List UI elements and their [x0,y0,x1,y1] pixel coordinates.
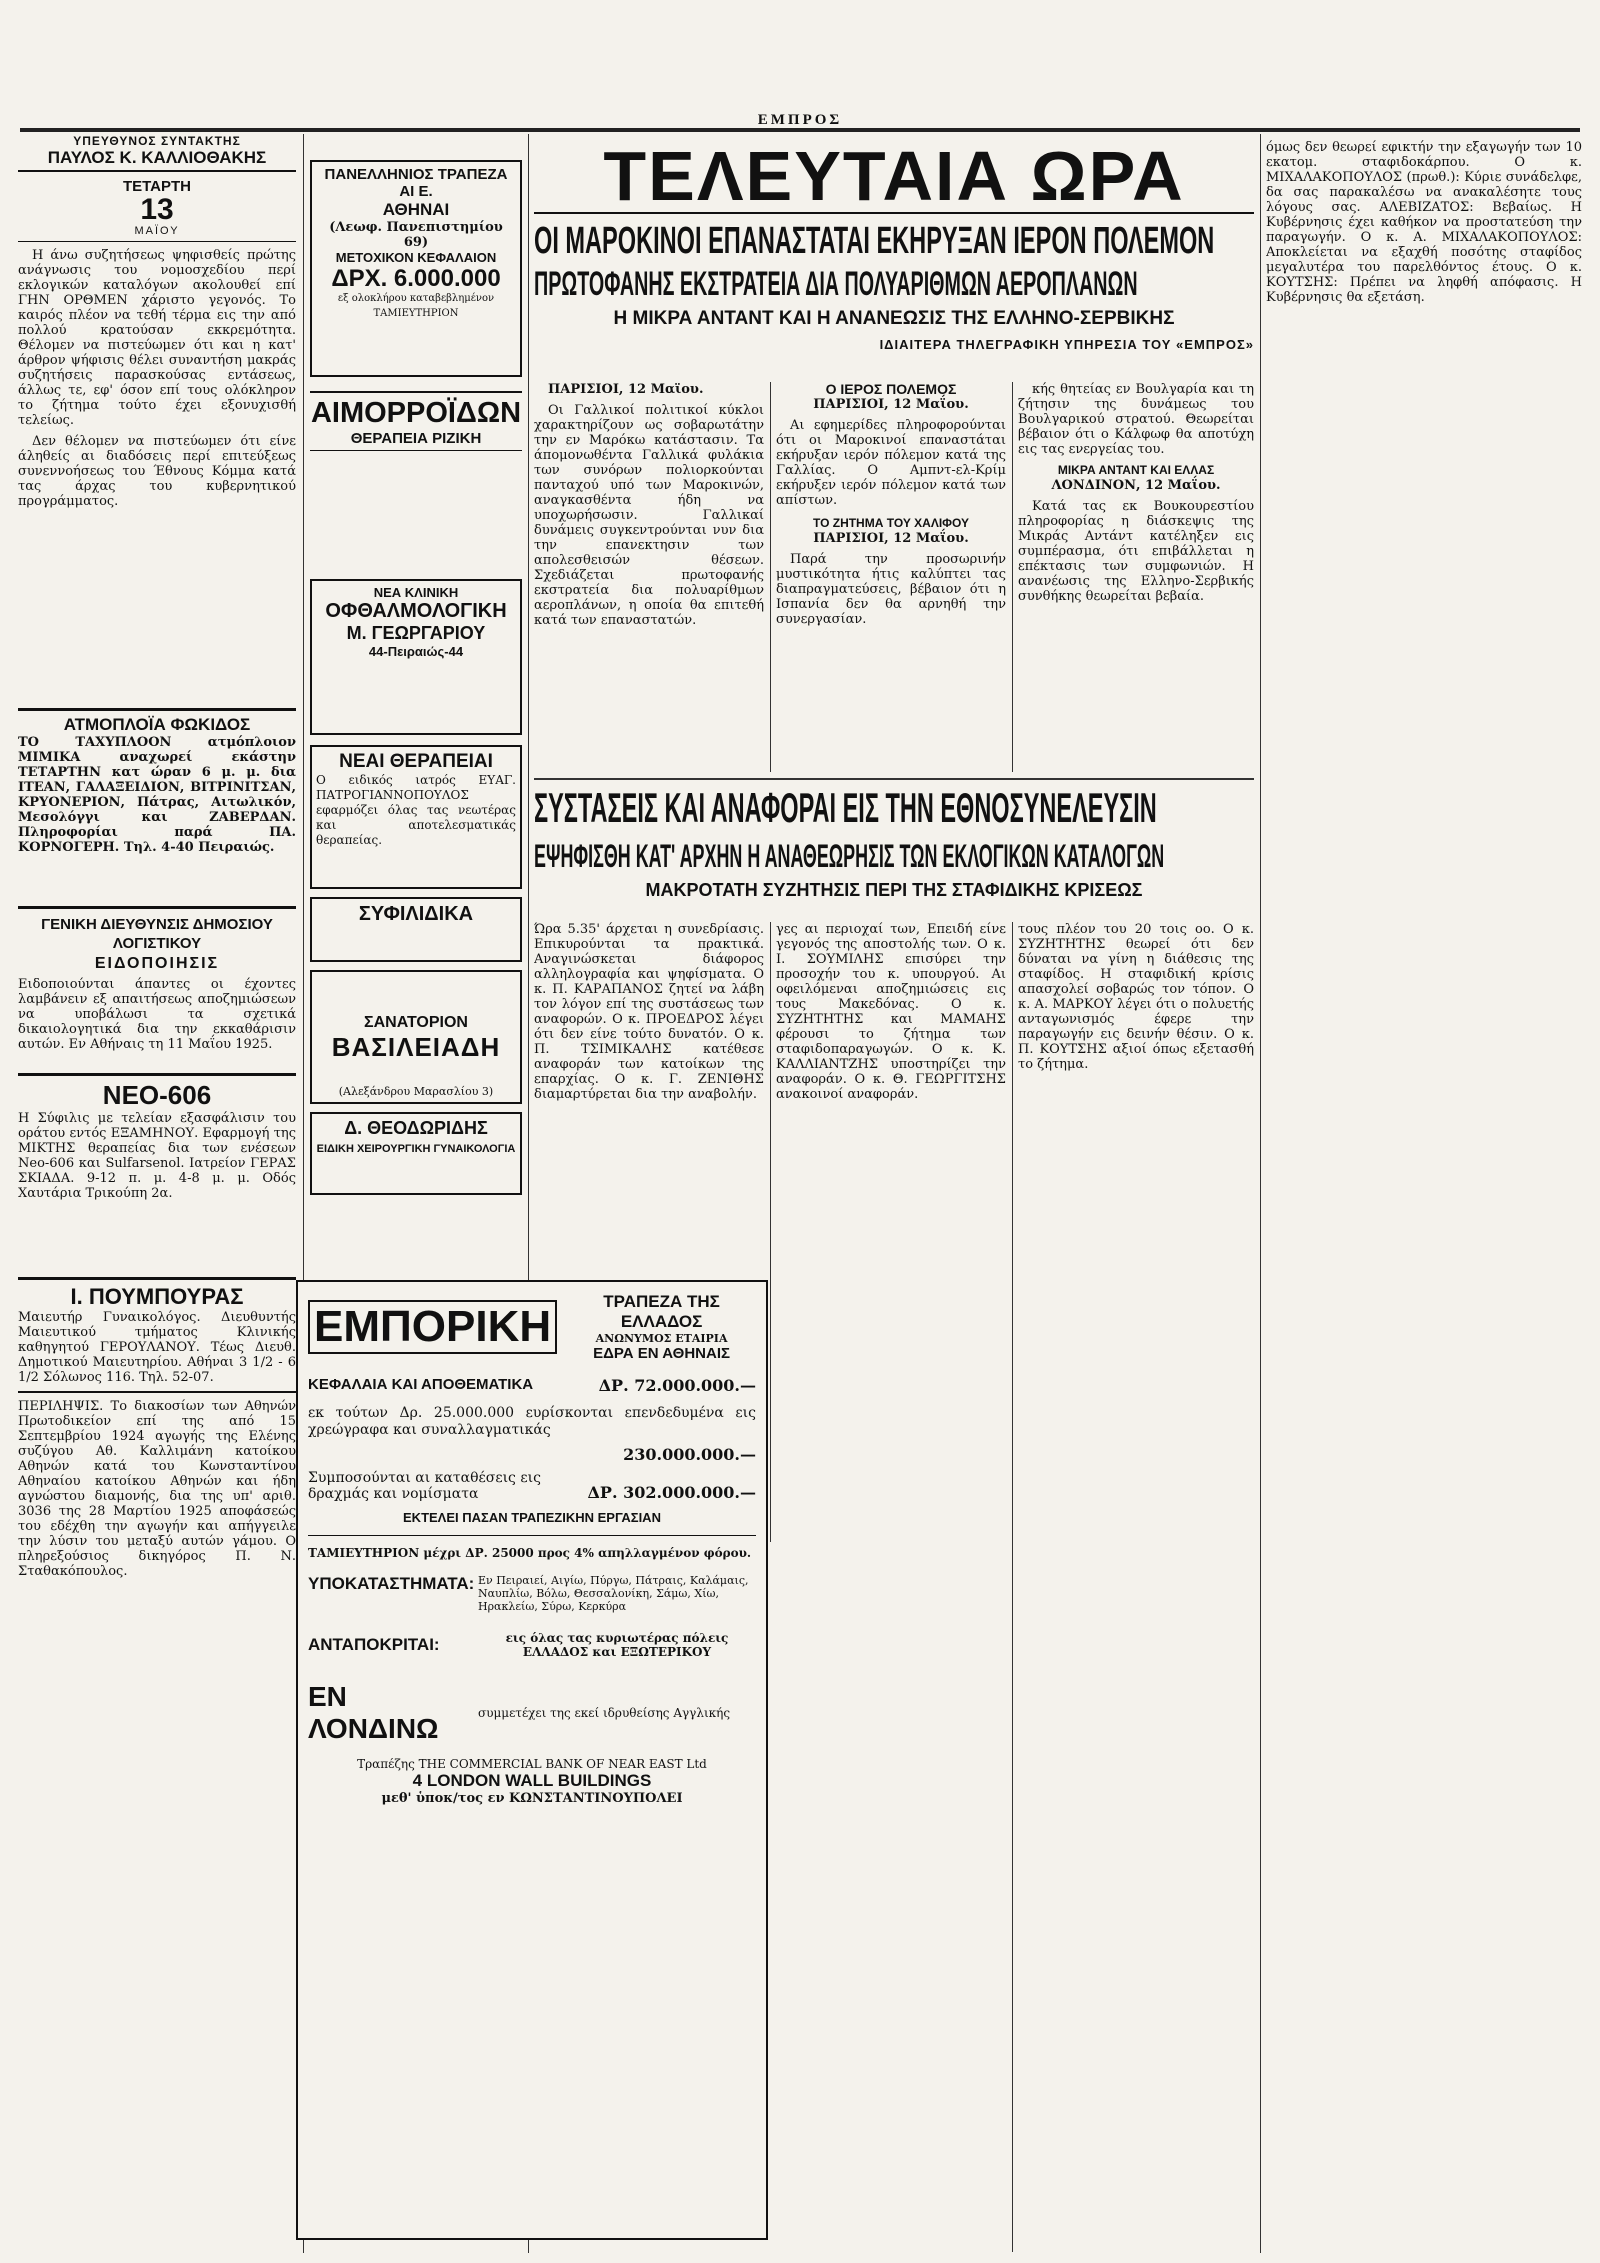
headline-line-2: ΠΡΩΤΟΦΑΝΗΣ ΕΚΣΤΡΑΤΕΙΑ ΔΙΑ ΠΟΛΥΑΡΙΘΜΩΝ ΑΕΡΟΠΛΑΝΩΝ [534,266,1138,302]
bank-city: ΑΘΗΝΑΙ [382,200,450,219]
editor-name: ΠΑΥΛΟΣ Κ. ΚΑΛΛΙΟΘΑΚΗΣ [18,148,296,172]
capital-amount: ΔΡ. 72.000.000.— [598,1376,756,1395]
ad-accounting-sub: ΕΙΔΟΠΟΙΗΣΙΣ [94,955,220,972]
correspondents: εις όλας τας κυριωτέρας πόλεις ΕΛΛΑΔΟΣ και ΕΞΩΤΕΡΙΚΟΥ [505,1631,729,1659]
theodoridis-name: Δ. ΘΕΟΔΩΡΙΔΗΣ [344,1118,488,1138]
ad-poumpouras [18,1277,296,1385]
bank-capital-note: εξ ολοκλήρου καταβεβλημένον [337,293,495,304]
london-address: 4 LONDON WALL BUILDINGS [412,1771,652,1790]
dispatch-text: Κατά τας εκ Βουκουρεστίου πληροφορίας η διάσκεψις της Μικράς Αντάντ κατέληξεν εις συμπέρασμα, ότι επιβάλλεται η επέκτασις των συμφωνιών. Η ανανέωσις της Ελληνο-Σερβικής συνθήκης θεωρείται βεβαία. [1018,499,1254,604]
lead-paragraph: Η άνω συζητήσεως ψηφισθείς πρώτης ανάγνωσις του νομοσχεδίου περί εκλογικών καταλόγων ακολουθεί επί ΓΗΝ ΟΡΘΜΕΝ χάριστο γεγονός. Το καιρός πλέον να τεθή τέρμα εις την από πολλού κρατούσαν εκκρεμότητα. Θέλομεν να πιστεύωμεν ότι και η κατ' άρθρον ψήφισις θέλει συναντήση μακράς συζητήσεις παρασκούσας εντάσεως, άλλως τε, εφ' όσον επί τους ολόκληρον το ζήτημα τούτο έχει εξονυχισθή τελείως. [18,248,296,428]
ad-poumpouras-text: Μαιευτήρ Γυναικολόγος. Διευθυντής Μαιευτικού τμήματος Κλινικής καθηγητού ΓΕΡΟΥΛΑΝΟΥ. Τέως Διευθ. Δημοτικού Μαιευτηρίου. Αθήναι 3 1/2 - 6 1/2 Σόλωνος 116. Τηλ. 52-07. [18,1310,296,1385]
assembly-headline [534,786,1254,916]
services: ΕΚΤΕΛΕΙ ΠΑΣΑΝ ΤΡΑΠΕΖΙΚΗΝ ΕΡΓΑΣΙΑΝ [403,1510,661,1525]
left-column [18,134,296,2254]
holy-war-title: Ο ΙΕΡΟΣ ΠΟΛΕΜΟΣ [825,382,957,397]
london-text: συμμετέχει της εκεί ιδρυθείσης Αγγλικής [478,1706,731,1720]
capital-label: ΚΕΦΑΛΑΙΑ ΚΑΙ ΑΠΟΘΕΜΑΤΙΚΑ [308,1376,534,1393]
ad-neo606 [18,1073,296,1271]
branches-label: ΥΠΟΚΑΤΑΣΤΗΜΑΤΑ: [308,1574,475,1593]
banner-headline: ΤΕΛΕΥΤΑΙΑ ΩΡΑ [534,140,1254,214]
dispatch-dateline: ΛΟΝΔΙΝΟΝ, 12 Μαΐου. [1051,478,1221,493]
ad-syphilis [310,897,522,962]
ad-poumpouras-title: Ι. ΠΟΥΜΠΟΥΡΑΣ [70,1284,244,1309]
bank-address: (Λεωφ. Πανεπιστημίου 69) [329,220,503,250]
sanatorium-note: (Αλεξάνδρου Μαρασλίου 3) [338,1085,494,1098]
assembly-column-a: Ώρα 5.35' άρχεται η συνεδρίασις. Επικυρούνται τα πρακτικά. Αναγινώσκεται διάφορος αλληλογραφία και ψηφίσματα. Ο κ. Π. ΚΑΡΑΠΑΝΟΣ ζητεί να λάβη τον λόγον επί της συστάσεως των αναφορών. Ο κ. ΠΡΟΕΔΡΟΣ λέγει ότι δεν είνε τούτο δυνατόν. Ο κ. Π. ΤΣΙΜΙΚΑΛΗΣ κατέθεσε αναφοράν των κατοίκων της επαρχίας. Ο κ. Γ. ΖΕΝΙΘΗΣ διαμαρτύρεται δια την αναβολήν. [534,922,764,1102]
bank-name: ΠΑΝΕΛΛΗΝΙΟΣ ΤΡΑΠΕΖΑ ΑΙ Ε. [324,166,508,200]
deposits-amount: ΔΡ. 302.000.000.— [587,1483,756,1502]
clinic-doctor: Μ. ΓΕΩΡΓΑΡΙΟΥ [346,623,486,643]
headline-line-3: Η ΜΙΚΡΑ ΑΝΤΑΝΤ ΚΑΙ Η ΑΝΑΝΕΩΣΙΣ ΤΗΣ ΕΛΛΗΝΟ-ΣΕΡΒΙΚΗΣ [613,308,1175,329]
total-amount: 230.000.000.— [623,1445,756,1464]
ads-column [310,160,522,1260]
column-rule [770,382,771,772]
ad-theodoridis [310,1112,522,1195]
london-label: ΕΝ ΛΟΝΔΙΝΩ [308,1681,439,1744]
ad-accounting [18,906,296,1067]
correspondents-label: ΑΝΤΑΠΟΚΡΙΤΑΙ: [308,1635,440,1654]
ad-accounting-text: Ειδοποιούνται άπαντες οι έχοντες λαμβάνειν εξ απαιτήσεως αποζημιώσεων να υποβάλωσι τα σχετικά δικαιολογητικά δια την εκκαθάρισιν αυτών. Εν Αθήναις τη 11 Μαΐου 1925. [18,977,296,1052]
new-therapies-text: Ο ειδικός ιατρός ΕΥΑΓ. ΠΑΤΡΟΓΙΑΝΝΟΠΟΥΛΟΣ εφαρμόζει όλας τας νεωτέρας και αποτελεσματικάς θεραπείας. [316,773,516,847]
ad-hemorrhoids [310,391,522,571]
dispatch-text: Παρά την προσωρινήν μυστικότητα ήτις καλύπτει τας διαπραγματεύσεις, βέβαιον ότι η Ισπανία δεν θα αρνηθή την συνεργασίαν. [776,552,1006,627]
bank-capital-label: ΜΕΤΟΧΙΚΟΝ ΚΕΦΑΛΑΙΟΝ [335,250,497,265]
london-bank: Τραπέζης THE COMMERCIAL BANK OF NEAR EAST Ltd [357,1757,707,1771]
ad-eye-clinic [310,579,522,735]
assembly-subtitle: ΕΨΗΦΙΣΘΗ ΚΑΤ' ΑΡΧΗΝ Η ΑΝΑΘΕΩΡΗΣΙΣ ΤΩΝ ΕΚΛΟΓΙΚΩΝ ΚΑΤΑΛΟΓΩΝ [534,838,1165,874]
column-rule [1012,382,1013,772]
branches: Εν Πειραιεί, Αιγίω, Πύργω, Πάτραις, Καλάμαις, Ναυπλίω, Βόλω, Θεσσαλονίκη, Σάμω, Χίω, Ηρακλείω, Σύρω, Κερκύρα [478,1574,749,1613]
clinic-address: 44-Πειραιώς-44 [368,644,464,659]
ad-phokis-text: ΤΟ ΤΑΧΥΠΛΟΟΝ ατμόπλοιον ΜΙΜΙΚΑ αναχωρεί εκάστην ΤΕΤΑΡΤΗΝ κατ ώραν 6 μ. μ. δια ΙΤΕΑΝ, ΓΑΛΑΞΕΙΔΙΟΝ, ΒΙΤΡΙΝΙΤΣΑΝ, ΚΡΥΟΝΕΡΙΟΝ, Πάτρας, Αιτωλικόν, Μεσολόγγι και ΖΑΒΕΡΔΑΝ. Πληροφορίαι παρά ΠΑ. ΚΟΡΝΟΓΕΡΗ. Τηλ. 4-40 Πειραιώς. [18,735,296,855]
savings: ΤΑΜΙΕΥΤΗΡΙΟΝ μέχρι ΔΡ. 25000 προς 4% απηλλαγμένον φόρου. [308,1546,752,1560]
dispatch-dateline: ΠΑΡΙΣΙΟΙ, 12 Μαΐου. [548,382,704,397]
dispatch-column-3 [1018,382,1254,772]
ad-phokis [18,708,296,900]
bank-savings: ΤΑΜΙΕΥΤΗΡΙΟΝ [373,308,459,319]
ad-panhellenic-bank [310,160,522,377]
dispatch-text: Αι εφημερίδες πληροφορούνται ότι οι Μαροκινοί επαναστάται εκήρυξαν ιερόν πόλεμον κατά της Γαλλίας. Ο Αμπντ-ελ-Κρίμ εκήρυξεν ιερόν πόλεμον κατά των απίστων. [776,418,1006,508]
dispatch-column-2 [776,382,1006,772]
dispatch-text: Οι Γαλλικοί πολιτικοί κύκλοι χαρακτηρίζουν ως σοβαρωτάτην την εν Μαρόκω κατάστασιν. Τα άπομονωθέντα Γαλλικά φυλάκια των συνόρων πολιορκούνται πανταχού υπό των Μαροκινών, αναγκασθέντα ήδη να υποχωρήσωσιν. Γαλλικαί δυνάμεις συγκεντρούνται νυν δια την επανεκτησιν των απολεσθεισών θέσεων. Σχεδιάζεται πρωτοφανής εκστρατεία δια πολυαρίθμων αεροπλάνων, η οποία θα επιτεθή κατά των επαναστατών. [534,403,764,628]
ad-accounting-title: ΓΕΝΙΚΗ ΔΙΕΥΘΥΝΣΙΣ ΔΗΜΟΣΙΟΥ ΛΟΓΙΣΤΙΚΟΥ [41,916,273,952]
lead-paragraph-2: Δεν θέλομεν να πιστεύωμεν ότι είνε άληθείς αι διαδόσεις περί επιτεύξεως συνεννοήσεως του Έθνους Κόμμα κατά τας άρχας του κυβερνητικού προγράμματος. [18,434,296,509]
section-rule [534,778,1254,780]
ad-sanatorium [310,970,522,1104]
column-rule [1260,134,1261,2253]
assembly-subtitle-2: ΜΑΚΡΟΤΑΤΗ ΣΥΖΗΤΗΣΙΣ ΠΕΡΙ ΤΗΣ ΣΤΑΦΙΔΙΚΗΣ ΚΡΙΣΕΩΣ [645,880,1143,900]
weekday: ΤΕΤΑΡΤΗ [122,178,192,195]
capital-note: εκ τούτων Δρ. 25.000.000 ευρίσκονται επενδεδυμένα εις χρεώγραφα και συναλλαγματικάς [308,1405,756,1438]
bank-capital: ΔΡΧ. 6.000.000 [331,265,501,292]
hemorrhoids-title: ΑΙΜΟΡΡΟΪΔΩΝ [310,397,522,429]
day-number: 13 [140,193,174,226]
hemorrhoids-sub: ΘΕΡΑΠΕΙΑ ΡΙΖΙΚΗ [310,430,522,451]
bank-name-big: ΕΜΠΟΡΙΚΗ [308,1300,557,1354]
assembly-column-b: γες αι περιοχαί των, Επειδή είνε γεγονός της αποστολής των. Ο κ. Ι. ΣΟΥΜΙΛΗΣ επισύρει την προσοχήν του κ. υπουργού. Αι οφειλόμεναι αποζημιώσεις εις τους Μακεδόνας. Ο κ. ΣΥΖΗΤΗΤΗΣ και ΜΑΜΑΗΣ φέρουσι το ζήτημα των σταφιδοπαραγωγών. Ο κ. Κ. ΚΑΛΛΙΑΝΤΖΗΣ υποστηρίζει την αναφοράν. Ο κ. Θ. ΓΕΩΡΓΙΤΣΗΣ ανακοινοί αναφοράν. [776,922,1006,1102]
sanatorium-name: ΒΑΣΙΛΕΙΑΔΗ [331,1032,501,1062]
caliph-title: ΤΟ ΖΗΤΗΜΑ ΤΟΥ ΧΑΛΙΦΟΥ [812,516,970,530]
headline-line-4: ΙΔΙΑΙΤΕΡΑ ΤΗΛΕΓΡΑΦΙΚΗ ΥΠΗΡΕΣΙΑ ΤΟΥ «ΕΜΠΡΟΣ» [879,337,1254,352]
ad-neo606-text: Η Σύφιλις με τελείαν εξασφάλισιν του οράτου εντός ΕΞΑΜΗΝΟΥ. Εφαρμογή της ΜΙΚΤΗΣ θεραπείας δια των ενέσεων Neo-606 και Sulfarsenol. Ιατρείον ΓΕΡΑΣ ΣΚΙΑΔΑ. 9-12 π. μ. 4-8 μ. μ. Οδός Χαυτάρια Τρικούπη 2α. [18,1111,296,1201]
assembly-column-right: όμως δεν θεωρεί εφικτήν την εξαγωγήν των 10 εκατομ. σταφιδοκάρπου. Ο κ. ΜΙΧΑΛΑΚΟΠΟΥΛΟΣ (πρωθ.): Κύριε συνάδελφε, δα σας παρακαλέσω να ανακαλέσητε τους λόγους σας. ΑΛΕΒΙΖΑΤΟΣ: Βεβαίως. Η Κυβέρνησις έχει καθήκον να προστατεύση την παραγωγήν. Ο κ. Α. ΜΙΧΑΛΑΚΟΠΟΥΛΟΣ: Αποκλείεται να εξαχθή ποσότης σταφίδος μεγαλυτέρα του παρελθόντος έτους. Ο κ. ΚΟΥΤΣΗΣ: Πρέπει να ληφθή απόφασις. Η Κυβέρνησις θα εξετάση. [1266,140,1582,305]
clinic-pre: ΝΕΑ ΚΛΙΝΙΚΗ [373,585,459,600]
ad-commercial-bank [296,1280,768,2240]
ad-neo606-title: NEO-606 [102,1080,212,1110]
ad-phokis-title: ΑΤΜΟΠΛΟΪΑ ΦΩΚΙΔΟΣ [63,715,251,734]
paper-name: ΕΜΠΡΟΣ [757,112,843,128]
headline-block [534,137,1254,375]
dispatch-text: κής θητείας εν Βουλγαρία και τη ζήτησιν της δυνάμεως του Βουλγαρικού στρατού. Θεωρείται βέβαιον ότι ο Κάλφωφ θα αποτύχη εις τας ενεργείας του. [1018,382,1254,457]
assembly-column-c: τους πλέον του 20 τοις οο. Ο κ. ΣΥΖΗΤΗΤΗΣ θεωρεί ότι δεν δύναται να γίνη η διάθεσις της σταφίδος. Η σταφιδική κρίσις απασχολεί σοβαρώς τον τόπον. Ο κ. Α. ΜΑΡΚΟΥ λέγει ότι ο πολυετής ανταγωνισμός έφερε την παραγωγήν εις δεινήν θέσιν. Ο κ. Π. ΚΟΥΤΣΗΣ αξιοί όπως εξετασθή το ζήτημα. [1018,922,1254,1072]
column-rule [1012,922,1013,2252]
assembly-title: ΣΥΣΤΑΣΕΙΣ ΚΑΙ ΑΝΑΦΟΡΑΙ ΕΙΣ ΤΗΝ ΕΘΝΟΣΥΝΕΛΕΥΣΙΝ [534,786,1157,830]
lead-article [18,248,296,528]
bank-name-rest: ΤΡΑΠΕΖΑ ΤΗΣ ΕΛΛΑΔΟΣ [603,1292,720,1331]
dispatch-dateline: ΠΑΡΙΣΙΟΙ, 12 Μαΐου. [813,531,969,546]
legal-notice: ΠΕΡΙΛΗΨΙΣ. Το διακοσίων των Αθηνών Πρωτοδικείον επί της από 15 Σεπτεμβρίου 1924 αγωγής της Ελένης συζύγου Αθ. Καλλιμάνη κατοίκου Αθηνών κατά του Κωνσταντίνου Αθηναίου κατοίκου Αθηνών και ήδη αγνώστου διαμονής, δια της υπ' αριθ. 3036 της 28 Μαρτίου 1925 αποφάσεώς του εδέχθη την αγωγήν και απήγγειλε την λύσιν του μεταξύ αυτών γάμου. Ο πληρεξούσιος δικηγόρος Π. Ν. Σταθακόπουλος. [18,1391,296,1819]
new-therapies-title: ΝΕΑΙ ΘΕΡΑΠΕΙΑΙ [339,751,493,772]
dispatch-dateline: ΠΑΡΙΣΙΟΙ, 12 Μαΐου. [813,397,969,412]
theodoridis-title: ΕΙΔΙΚΗ ΧΕΙΡΟΥΡΓΙΚΗ ΓΥΝΑΙΚΟΛΟΓΙΑ [316,1143,516,1155]
bank-seat: ΕΔΡΑ ΕΝ ΑΘΗΝΑΙΣ [593,1345,730,1362]
london-branch: μεθ' ὑποκ/τος εν ΚΩΝΣΤΑΝΤΙΝΟΥΠΟΛΕΙ [381,1791,683,1806]
clinic-name: ΟΦΘΑΛΜΟΛΟΓΙΚΗ [325,600,507,622]
ad-new-therapies [310,745,522,889]
column-rule [770,922,771,1542]
total-label: Συμποσούνται αι καταθέσεις εις δραχμάς και νομίσματα [308,1470,541,1502]
dispatch-column-1 [534,382,764,772]
bank-sa: ΑΝΩΝΥΜΟΣ ΕΤΑΙΡΙΑ [595,1332,728,1345]
little-entente-title: ΜΙΚΡΑ ΑΝΤΑΝΤ ΚΑΙ ΕΛΛΑΣ [1057,463,1215,477]
syphilis-title: ΣΥΦΙΛΙΔΙΚΑ [358,903,474,925]
sanatorium-pre: ΣΑΝΑΤΟΡΙΟΝ [364,1014,468,1031]
editor-label: ΥΠΕΥΘΥΝΟΣ ΣΥΝΤΑΚΤΗΣ [73,134,241,148]
month: ΜΑΪΟΥ [18,225,296,242]
headline-line-1: ΟΙ ΜΑΡΟΚΙΝΟΙ ΕΠΑΝΑΣΤΑΤΑΙ ΕΚΗΡΥΞΑΝ ΙΕΡΟΝ ΠΟΛΕΜΟΝ [534,222,1215,260]
